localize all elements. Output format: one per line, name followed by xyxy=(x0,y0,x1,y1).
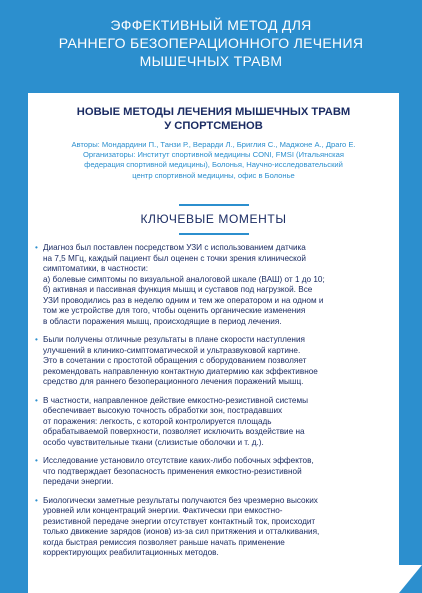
key-point-text-line: что подтверждает безопасность применения емкостно-резистивной xyxy=(43,466,302,476)
key-point-text-line: средство для раннего безоперационного лечения поражений мышц. xyxy=(43,377,304,386)
key-point-item xyxy=(35,496,391,559)
top-divider xyxy=(179,204,249,206)
key-point-text-line: УЗИ проводились раз в неделю одним и тем же оператором и на одном и xyxy=(43,295,324,305)
header-title-line: ЭФФЕКТИВНЫЙ МЕТОД ДЛЯ xyxy=(110,17,312,33)
key-point-text-line: Были получены отличные результаты в плане скорости наступления xyxy=(43,335,305,344)
key-point-text-line: а) болевые симптомы по визуальной аналоговой шкале (ВАШ) от 1 до 10; xyxy=(43,274,325,284)
key-point-text-line: Биологически заметные результаты получаются без чрезмерно высоких xyxy=(43,495,318,505)
bullet-dot-icon: • xyxy=(35,495,38,505)
key-point-text-line: рекомендовать направленную контактную диатермию как эффективное xyxy=(43,366,318,376)
key-point-text-line: на 7,5 МГц, каждый пациент был оценен с точки зрения клинической xyxy=(43,253,306,263)
key-point-text-line: резистивной передаче энергии отсутствует контактный ток, происходит xyxy=(43,516,316,526)
key-points-list xyxy=(35,243,391,567)
article-title-line: НОВЫЕ МЕТОДЫ ЛЕЧЕНИЯ МЫШЕЧНЫХ ТРАВМ xyxy=(76,106,351,118)
key-point-text-line: обрабатываемой поверхности, позволяет исключить воздействие на xyxy=(43,427,305,436)
authors-block xyxy=(33,140,394,181)
key-point-text-line: симптоматики, в частности: xyxy=(43,264,149,273)
content-card xyxy=(28,93,399,593)
key-point-item xyxy=(35,396,391,449)
page-header xyxy=(0,0,422,92)
article-title xyxy=(28,105,399,133)
key-point-text-line: том же устройстве для того, чтобы оценить органические изменения xyxy=(43,306,306,315)
article-title-line: У СПОРТСМЕНОВ xyxy=(164,120,263,132)
key-point-text-line: уровней или концентраций энергии. Фактически при емкостно- xyxy=(43,506,283,515)
header-title-line: РАННЕГО БЕЗОПЕРАЦИОННОГО ЛЕЧЕНИЯ xyxy=(58,35,364,51)
authors-line: Организаторы: Институт спортивной медицины CONI, FMSI (Итальянская xyxy=(83,150,344,160)
key-point-text-line: особо чувствительные ткани (слизистые оболочки и т. д.). xyxy=(43,437,264,447)
key-point-text-line: Это в сочетании с простотой обращения с оборудованием позволяет xyxy=(43,356,307,365)
key-point-text-line: б) активная и пассивная функция мышц и суставов под нагрузкой. Все xyxy=(43,285,313,294)
key-point-text-line: обеспечивает высокую точность обработки зон, пострадавших xyxy=(43,406,283,415)
authors-line: Авторы: Мондардини П., Танзи Р., Верарди Л., Бриглия С., Маджоне А., Драго Е. xyxy=(71,140,356,149)
key-point-item xyxy=(35,456,391,488)
key-point-text-line: в области поражения мышц, происходящие в период лечения. xyxy=(43,316,282,326)
key-point-item xyxy=(35,243,391,327)
key-point-text-line: Исследование установило отсутствие каких-либо побочных эффектов, xyxy=(43,456,314,465)
bullet-dot-icon: • xyxy=(35,395,38,405)
authors-line: центр спортивной медицины, офис в Болонье xyxy=(132,170,295,180)
key-point-text-line: когда быстрая ремиссия позволяет раньше начать применение xyxy=(43,537,285,547)
key-point-text-line: только движение зарядов (ионов) из-за сил притяжения и отталкивания, xyxy=(43,527,320,536)
key-point-text-line: улучшений в клинико-симптоматической и ультразвуковой картине. xyxy=(43,345,301,355)
authors-line: федерация спортивной медицины), Болонья, Научно-исследовательский xyxy=(84,160,343,170)
page-corner-fold xyxy=(399,565,422,593)
bullet-dot-icon: • xyxy=(35,335,38,344)
key-points-heading: КЛЮЧЕВЫЕ МОМЕНТЫ xyxy=(140,212,287,226)
bullet-dot-icon: • xyxy=(35,456,38,465)
key-point-text-line: корректирующих реабилитационных методов. xyxy=(43,548,219,557)
key-point-text-line: передачи энергии. xyxy=(43,477,114,486)
header-title-line: МЫШЕЧНЫХ ТРАВМ xyxy=(139,53,283,69)
key-point-item xyxy=(35,335,391,388)
key-point-text-line: В частности, направленное действие емкостно-резистивной системы xyxy=(43,395,308,405)
bottom-divider xyxy=(179,233,249,235)
bullet-dot-icon: • xyxy=(35,243,38,252)
key-point-text-line: Диагноз был поставлен посредством УЗИ с использованием датчика xyxy=(43,243,306,252)
key-point-text-line: от поражения: легкость, с которой контролируется площадь xyxy=(43,416,272,426)
